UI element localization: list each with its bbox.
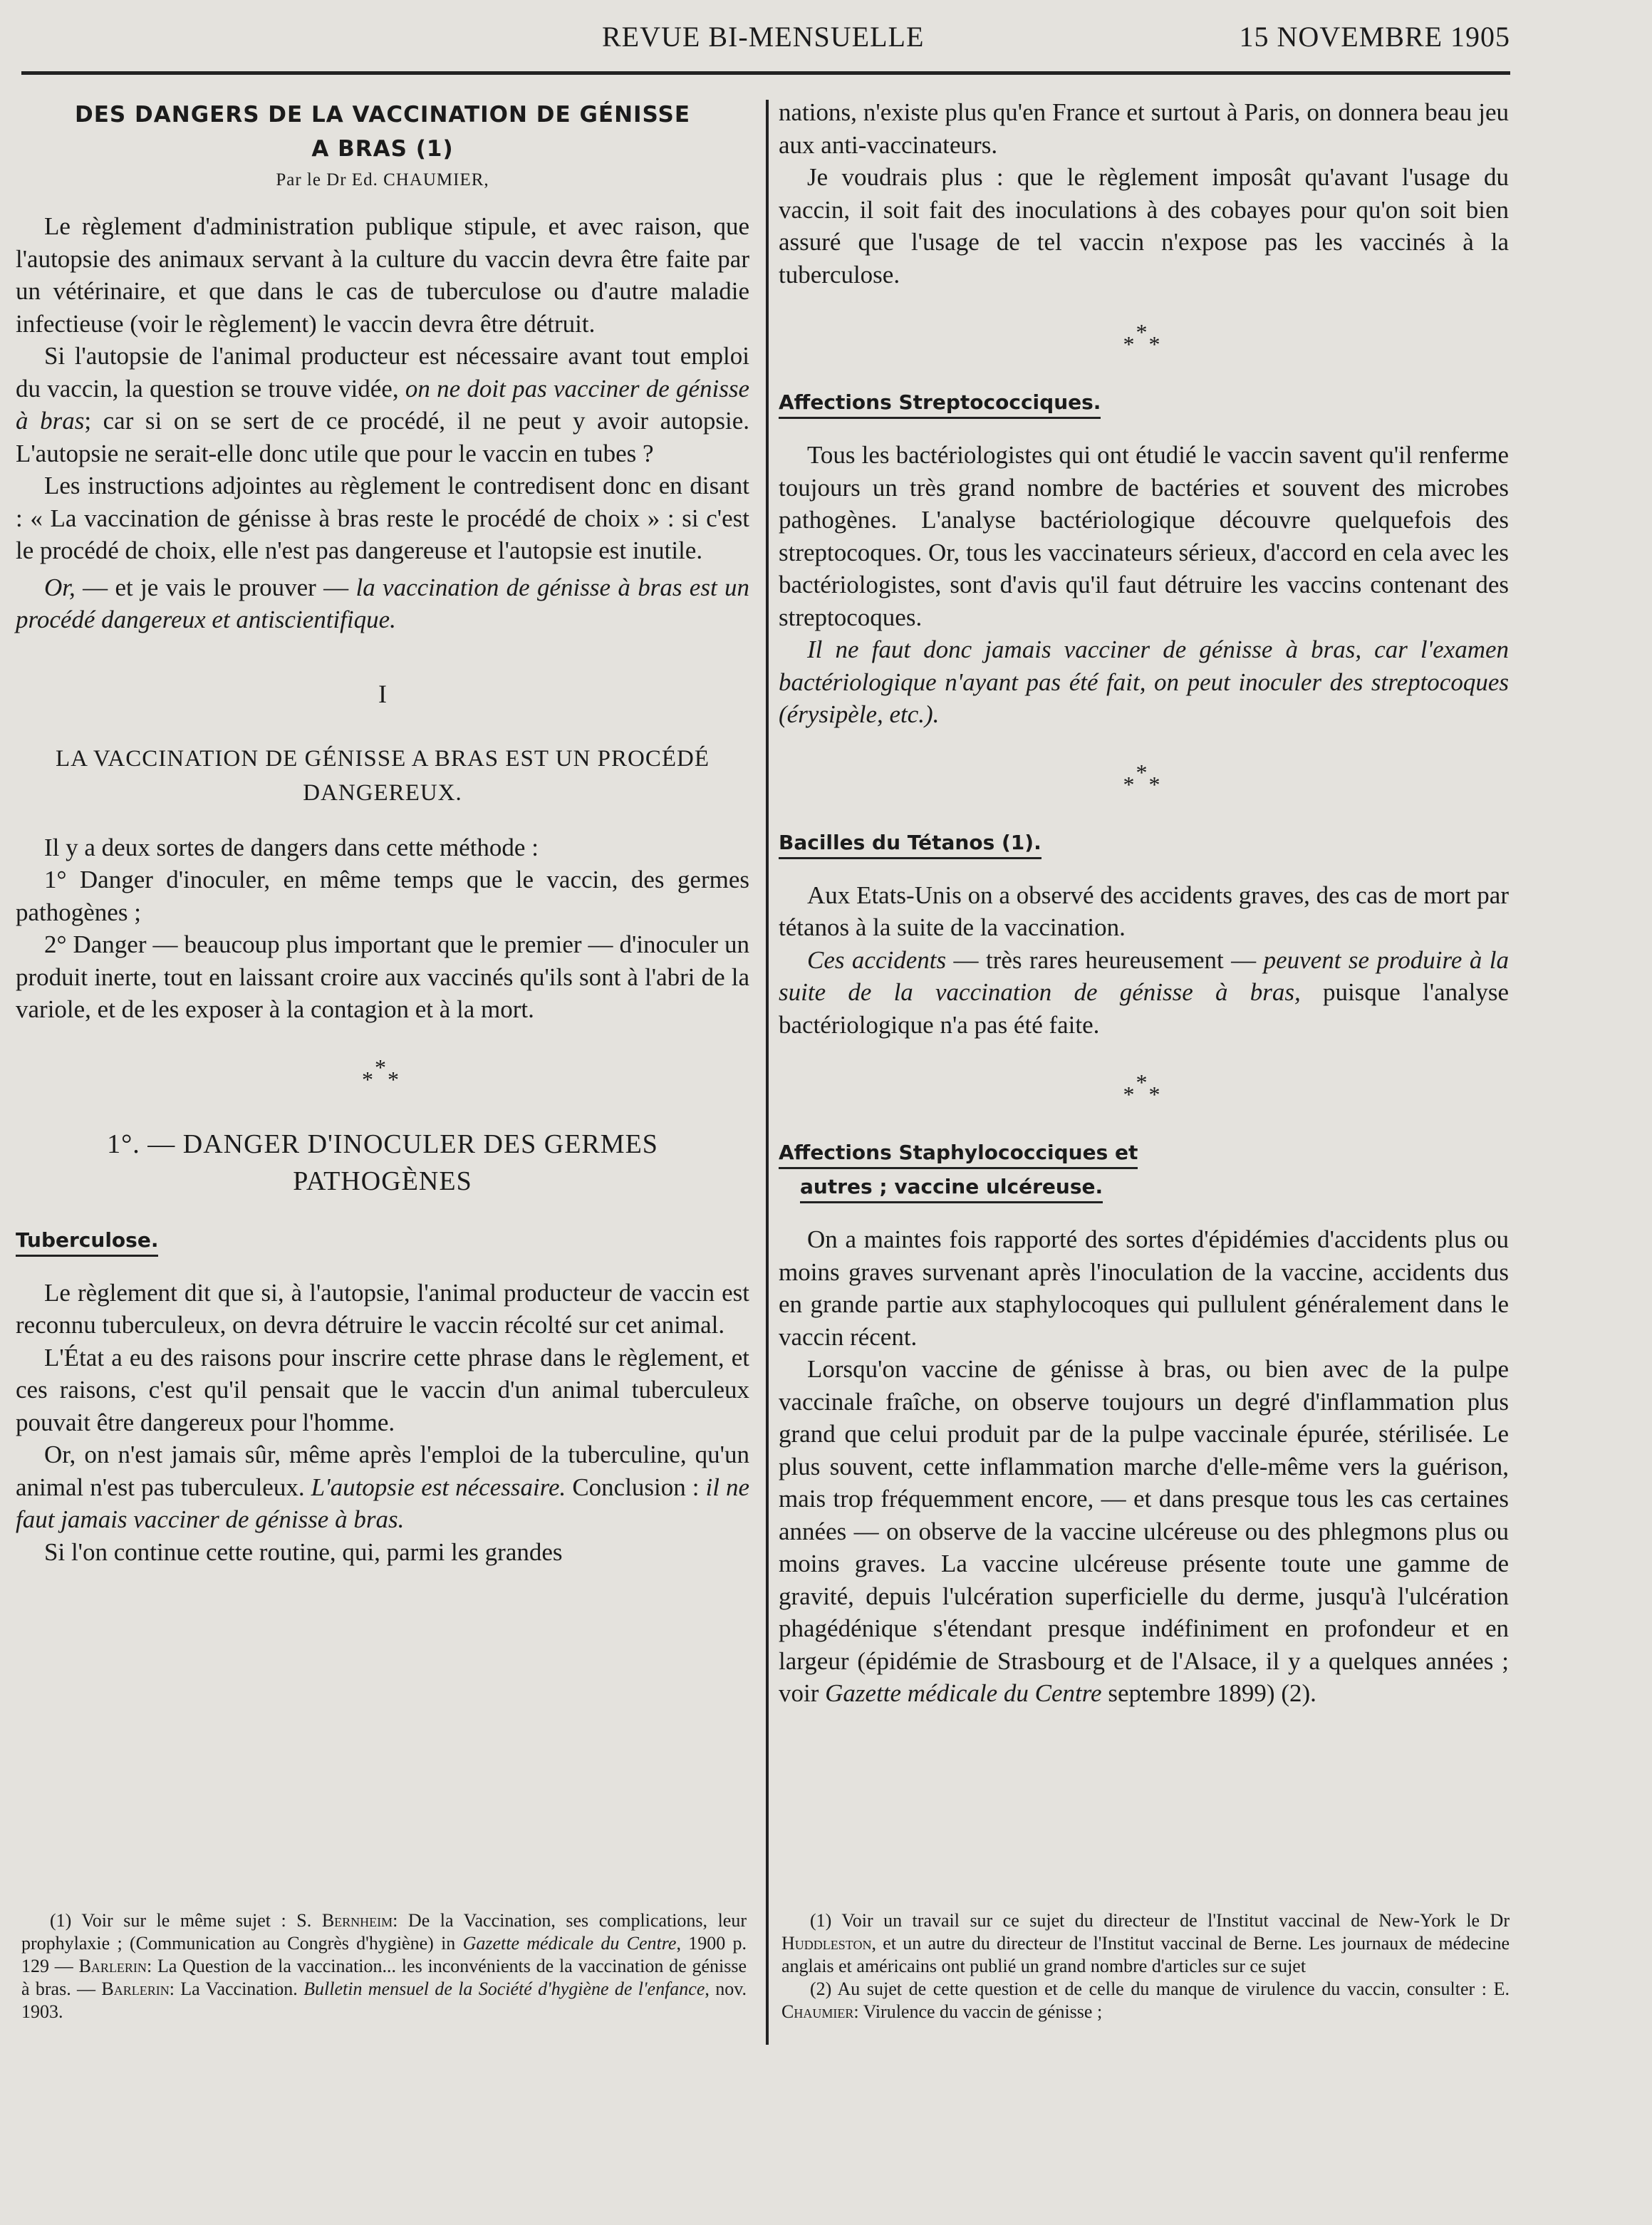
- running-head: [14, 14, 1510, 64]
- footnotes-left: [21, 1909, 747, 2023]
- footnotes-right: [781, 1909, 1510, 2023]
- paragraph: Lorsqu'on vaccine de génisse à bras, ou bien avec de la pulpe vaccinale fraîche, on observe toujours un degré d'inflammation plus grand que celui produit par de la pulpe vaccinale épurée, stérilisée. Le plus souvent, cette inflammation marche d'elle-même vers la guérison, mais trop fréquemment encore, — et dans presque tous les cas certaines années — on observe de la vaccine ulcéreuse ou des phlegmons plus ou moins graves. La vaccine ulcéreuse présente toute une gamme de gravité, depuis l'ulcération superficielle du derme, jusqu'à l'ulcération phagédénique s'étendant presque indéfiniment en profondeur et en largeur (épidémie de Strasbourg et de l'Alsace, il y a quelques années ; voir Gazette médicale du Centre septembre 1899) (2).: [779, 1355, 1509, 1707]
- paragraph: Je voudrais plus : que le règlement imposât qu'avant l'usage du vaccin, il soit fait des inoculations à des cobayes pour qu'on soit bien assuré que l'usage de tel vaccin n'expose pas les vaccinés à la tuberculose.: [779, 163, 1509, 289]
- paragraph: 2° Danger — beaucoup plus important que le premier — d'inoculer un produit inerte, tout en laissant croire aux vaccinés qu'ils sont à l'abri de la variole, et de les exposer à la contagion et à la mort.: [16, 930, 749, 1023]
- paragraph: Il ne faut donc jamais vacciner de génisse à bras, car l'examen bactériologique n'ayant pas été fait, on peut inoculer des streptocoques (érysipèle, etc.).: [779, 636, 1509, 728]
- journal-title: REVUE BI-MENSUELLE: [602, 21, 925, 53]
- footnote: (2) Au sujet de cette question et de celle du manque de virulence du vaccin, consulter : E. Chaumier: Virulence du vaccin de génisse ;: [781, 1978, 1510, 2022]
- subhead-staphylococciques: Affections Staphylococciques et: [779, 1141, 1138, 1169]
- asterism-ornament: * * *: [362, 1054, 403, 1092]
- article-title-line2: A BRAS (1): [311, 136, 454, 162]
- paragraph: Or, — et je vais le prouver — la vaccination de génisse à bras est un procédé dangereux et antiscientifique.: [16, 573, 750, 633]
- paragraph: Si l'autopsie de l'animal producteur est nécessaire avant tout emploi du vaccin, la question se trouve vidée, on ne doit pas vacciner de génisse à bras; car si on se sert de ce procédé, il ne peut y avoir autopsie. L'autopsie ne serait-elle donc utile que pour le vaccin en tubes ?: [16, 342, 750, 467]
- paragraph: Aux Etats-Unis on a observé des accidents graves, des cas de mort par tétanos à la suite de la vaccination.: [779, 881, 1509, 941]
- subhead-streptococciques: Affections Streptococciques.: [779, 390, 1101, 419]
- paragraph: Le règlement d'administration publique stipule, et avec raison, que l'autopsie des animaux servant à la culture du vaccin devra être faite par un vétérinaire, et que dans le cas de tuberculose ou d'autre maladie infectieuse (voir le règlement) le vaccin devra être détruit.: [16, 212, 749, 338]
- subhead-staphylococciques-block: [779, 1141, 1509, 1223]
- section-number: I: [378, 679, 387, 708]
- footnote: (1) Voir un travail sur ce sujet du directeur de l'Institut vaccinal de New-York le Dr Huddleston, et un autre du directeur de l'Institut vaccinal de Berne. Les journaux de médecine anglais et américains ont publié un grand nombre d'articles sur ce sujet: [781, 1910, 1510, 1976]
- subhead-vaccine-ulcereuse: autres ; vaccine ulcéreuse.: [800, 1175, 1103, 1203]
- paragraph: Si l'on continue cette routine, qui, parmi les grandes: [44, 1537, 563, 1566]
- paragraph: 1° Danger d'inoculer, en même temps que le vaccin, des germes pathogènes ;: [16, 866, 749, 926]
- header-rule: [21, 71, 1510, 75]
- subhead-tuberculose: Tuberculose.: [16, 1228, 158, 1257]
- footnote: (1) Voir sur le même sujet : S. Bernheim: De la Vaccination, ses complications, leur prophylaxie ; (Communication au Congrès d'hygiène) in Gazette médicale du Centre, 1900 p. 129 — Barlerin: La Question de la vaccination... les inconvénients de la vaccination de génisse à bras. — Barlerin: La Vaccination. Bulletin mensuel de la Société d'hygiène de l'enfance, nov. 1903.: [21, 1910, 747, 2022]
- left-column: [16, 96, 749, 1568]
- issue-date: 15 NOVEMBRE 1905: [1239, 21, 1510, 53]
- paragraph: Les instructions adjointes au règlement le contredisent donc en disant : « La vaccination de génisse à bras reste le procédé de choix » : si c'est le procédé de choix, elle n'est pas dangereuse et l'autopsie est inutile.: [16, 472, 749, 564]
- asterism-ornament: * * *: [1123, 319, 1165, 357]
- asterism-ornament: * * *: [1123, 759, 1165, 797]
- subhead-tetanos: Bacilles du Tétanos (1).: [779, 831, 1041, 859]
- right-column: [779, 96, 1509, 1710]
- paragraph: On a maintes fois rapporté des sortes d'épidémies d'accidents plus ou moins graves survenant après l'inoculation de la vaccine, accidents dus en grande partie aux staphylocoques qui pullulent généralement dans le vaccin récent.: [779, 1225, 1509, 1351]
- column-divider: [766, 100, 769, 2045]
- paragraph: nations, n'existe plus qu'en France et surtout à Paris, on donnera beau jeu aux anti-vaccinateurs.: [779, 98, 1509, 159]
- paragraph: Tous les bactériologistes qui ont étudié le vaccin savent qu'il renferme toujours un très grand nombre de bactéries et souvent des microbes pathogènes. L'analyse bactériologique découvre quelquefois des streptocoques. Or, tous les vaccinateurs sérieux, d'accord en cela avec les bactériologistes, sont d'avis qu'il faut détruire les vaccins contenant des streptocoques.: [779, 441, 1509, 631]
- article-byline: Par le Dr Ed. CHAUMIER,: [276, 170, 489, 190]
- paragraph: L'État a eu des raisons pour inscrire cette phrase dans le règlement, et ces raisons, c'est qu'il pensait que le vaccin d'un animal tuberculeux pouvait être dangereux pour l'homme.: [16, 1343, 749, 1436]
- article-title-line1: DES DANGERS DE LA VACCINATION DE GÉNISSE: [75, 102, 690, 128]
- paragraph: Le règlement dit que si, à l'autopsie, l'animal producteur de vaccin est reconnu tuberculeux, on devra détruire le vaccin récolté sur cet animal.: [16, 1278, 749, 1339]
- paragraph: Or, on n'est jamais sûr, même après l'emploi de la tuberculine, qu'un animal n'est pas tuberculeux. L'autopsie est nécessaire. Conclusion : il ne faut jamais vacciner de génisse à bras.: [16, 1441, 750, 1533]
- paragraph: Ces accidents — très rares heureusement — peuvent se produire à la suite de la vaccination de génisse à bras, puisque l'analyse bactériologique n'a pas été faite.: [779, 945, 1510, 1039]
- paragraph: Il y a deux sortes de dangers dans cette méthode :: [44, 833, 539, 861]
- asterism-ornament: * * *: [1123, 1069, 1165, 1107]
- article-title: [16, 98, 749, 166]
- subsection-heading: 1°. — DANGER D'INOCULER DES GERMES PATHOGÈNES: [107, 1129, 658, 1196]
- section-heading: LA VACCINATION DE GÉNISSE A BRAS EST UN PROCÉDÉ DANGEREUX.: [56, 745, 710, 806]
